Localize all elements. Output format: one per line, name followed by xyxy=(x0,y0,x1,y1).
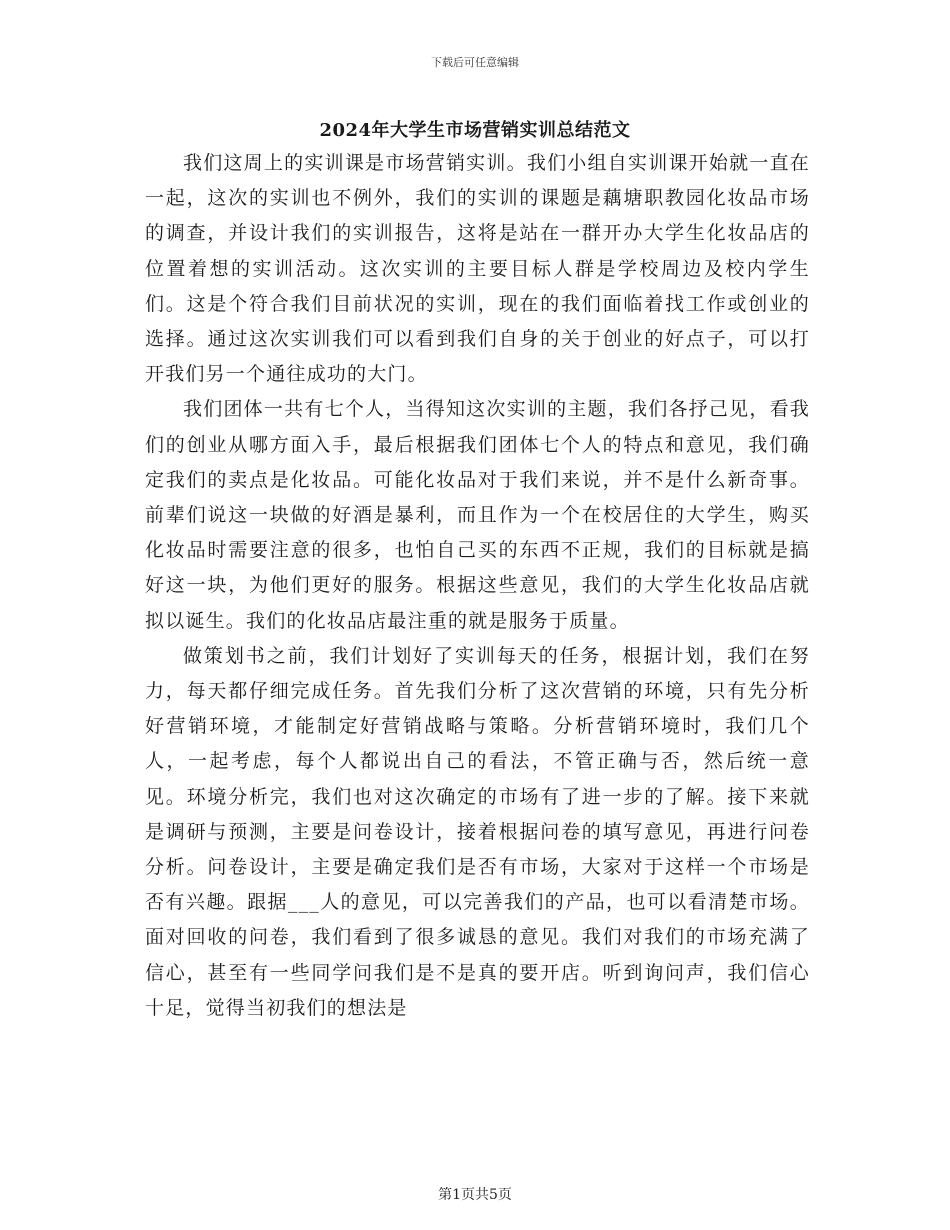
page-number: 第1页共5页 xyxy=(438,1187,512,1203)
paragraph-3: 做策划书之前，我们计划好了实训每天的任务，根据计划，我们在努力，每天都仔细完成任务。首先我们分析了这次营销的环境，只有先分析好营销环境，才能制定好营销战略与策略。分析营销环境时，我们几个人，一起考虑，每个人都说出自己的看法，不管正确与否，然后统一意见。环境分析完，我们也对这次确定的市场有了进一步的了解。接下来就是调研与预测，主要是问卷设计，接着根据问卷的填写意见，再进行问卷分析。问卷设计，主要是确定我们是否有市场，大家对于这样一个市场是否有兴趣。跟据___人的意见，可以完善我们的产品，也可以看清楚市场。面对回收的问卷，我们看到了很多诚恳的意见。我们对我们的市场充满了信心，甚至有一些同学问我们是不是真的要开店。听到询问声，我们信心十足，觉得当初我们的想法是 xyxy=(145,644,810,1019)
paragraph-2: 我们团体一共有七个人，当得知这次实训的主题，我们各抒己见，看我们的创业从哪方面入手，最后根据我们团体七个人的特点和意见，我们确定我们的卖点是化妆品。可能化妆品对于我们来说，并不是什么新奇事。前辈们说这一块做的好酒是暴利，而且作为一个在校居住的大学生，购买化妆品时需要注意的很多，也怕自己买的东西不正规，我们的目标就是搞好这一块，为他们更好的服务。根据这些意见，我们的大学生化妆品店就拟以诞生。我们的化妆品店最注重的就是服务于质量。 xyxy=(145,398,810,632)
page-header-note: 下载后可任意编辑 xyxy=(431,56,519,69)
document-body xyxy=(145,146,810,1026)
paragraph-1: 我们这周上的实训课是市场营销实训。我们小组自实训课开始就一直在一起，这次的实训也不例外，我们的实训的课题是藕塘职教园化妆品市场的调查，并设计我们的实训报告，这将是站在一群开办大学生化妆品店的位置着想的实训活动。这次实训的主要目标人群是学校周边及校内学生们。这是个符合我们目前状况的实训，现在的我们面临着找工作或创业的选择。通过这次实训我们可以看到我们自身的关于创业的好点子，可以打开我们另一个通往成功的大门。 xyxy=(145,152,810,386)
document-title: 2024年大学生市场营销实训总结范文 xyxy=(319,120,631,141)
